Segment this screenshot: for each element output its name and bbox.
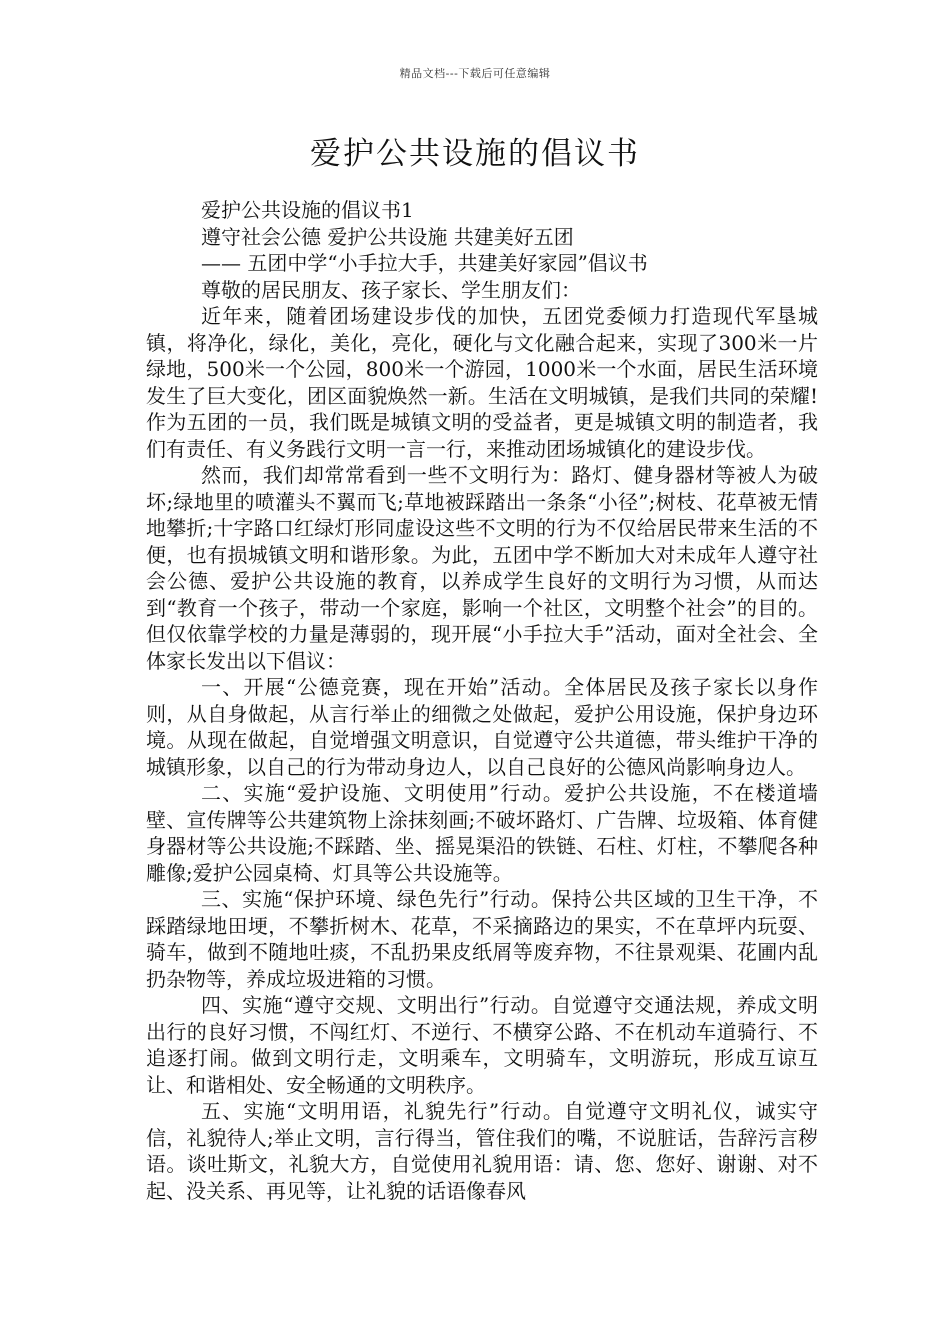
paragraph-item-1: 一、开展“公德竞赛，现在开始”活动。全体居民及孩子家长以身作则，从自身做起，从言行举止的细微之处做起，爱护公用设施，保护身边环境。从现在做起，自觉增强文明意识，自觉遵守公共道德，带头维护干净的城镇形象，以自己的行为带动身边人，以自己良好的公德风尚影响身边人。 xyxy=(146,675,818,779)
paragraph-slogan: 遵守社会公德 爱护公共设施 共建美好五团 xyxy=(201,224,574,249)
header-note: 精品文档---下载后可任意编辑 xyxy=(399,67,551,80)
paragraph-proposal-name: —— 五团中学“小手拉大手，共建美好家园”倡议书 xyxy=(201,251,648,275)
paragraph-salutation: 尊敬的居民朋友、孩子家长、学生朋友们： xyxy=(201,277,581,302)
paragraph-problem: 然而，我们却常常看到一些不文明行为：路灯、健身器材等被人为破坏;绿地里的喷灌头不翼而飞;草地被踩踏出一条条“小径”;树枝、花草被无情地攀折;十字路口红绿灯形同虚设这些不文明的行为不仅给居民带来生活的不便，也有损城镇文明和谐形象。为此，五团中学不断加大对未成年人遵守社会公德、爱护公共设施的教育，以养成学生良好的文明行为习惯，从而达到“教育一个孩子，带动一个家庭，影响一个社区，文明整个社会”的目的。但仅依靠学校的力量是薄弱的，现开展“小手拉大手”活动，面对全社会、全体家长发出以下倡议： xyxy=(146,463,818,673)
paragraph-item-5: 五、实施“文明用语，礼貌先行”行动。自觉遵守文明礼仪，诚实守信，礼貌待人;举止文明，言行得当，管住我们的嘴，不说脏话，告辞污言秽语。谈吐斯文，礼貌大方，自觉使用礼貌用语：请、您、您好、谢谢、对不起、没关系、再见等，让礼貌的话语像春风 xyxy=(146,1099,818,1203)
paragraph-subtitle: 爱护公共设施的倡议书1 xyxy=(201,198,414,222)
paragraph-intro: 近年来，随着团场建设步伐的加快，五团党委倾力打造现代军垦城镇，将净化，绿化，美化，亮化，硬化与文化融合起来，实现了300米一片绿地，500米一个公园，800米一个游园，1000米一个水面，居民生活环境发生了巨大变化，团区面貌焕然一新。生活在文明城镇，是我们共同的荣耀!作为五团的一员，我们既是城镇文明的受益者，更是城镇文明的制造者，我们有责任、有义务践行文明一言一行，来推动团场城镇化的建设步伐。 xyxy=(146,304,818,461)
paragraph-item-4: 四、实施“遵守交规、文明出行”行动。自觉遵守交通法规，养成文明出行的良好习惯，不闯红灯、不逆行、不横穿公路、不在机动车道骑行、不追逐打闹。做到文明行走，文明乘车，文明骑车，文明游玩，形成互谅互让、和谐相处、安全畅通的文明秩序。 xyxy=(146,993,818,1097)
paragraph-item-3: 三、实施“保护环境、绿色先行”行动。保持公共区域的卫生干净，不踩踏绿地田埂，不攀折树木、花草，不采摘路边的果实，不在草坪内玩耍、骑车，做到不随地吐痰，不乱扔果皮纸屑等废弃物，不往景观渠、花圃内乱扔杂物等，养成垃圾进箱的习惯。 xyxy=(146,887,818,991)
paragraph-item-2: 二、实施“爱护设施、文明使用”行动。爱护公共设施，不在楼道墙壁、宣传牌等公共建筑物上涂抹刻画;不破坏路灯、广告牌、垃圾箱、体育健身器材等公共设施;不踩踏、坐、摇晃渠沿的铁链、石柱、灯柱，不攀爬各种雕像;爱护公园桌椅、灯具等公共设施等。 xyxy=(146,781,818,885)
document-body xyxy=(146,197,818,1204)
document-title: 爱护公共设施的倡议书 xyxy=(310,136,640,172)
